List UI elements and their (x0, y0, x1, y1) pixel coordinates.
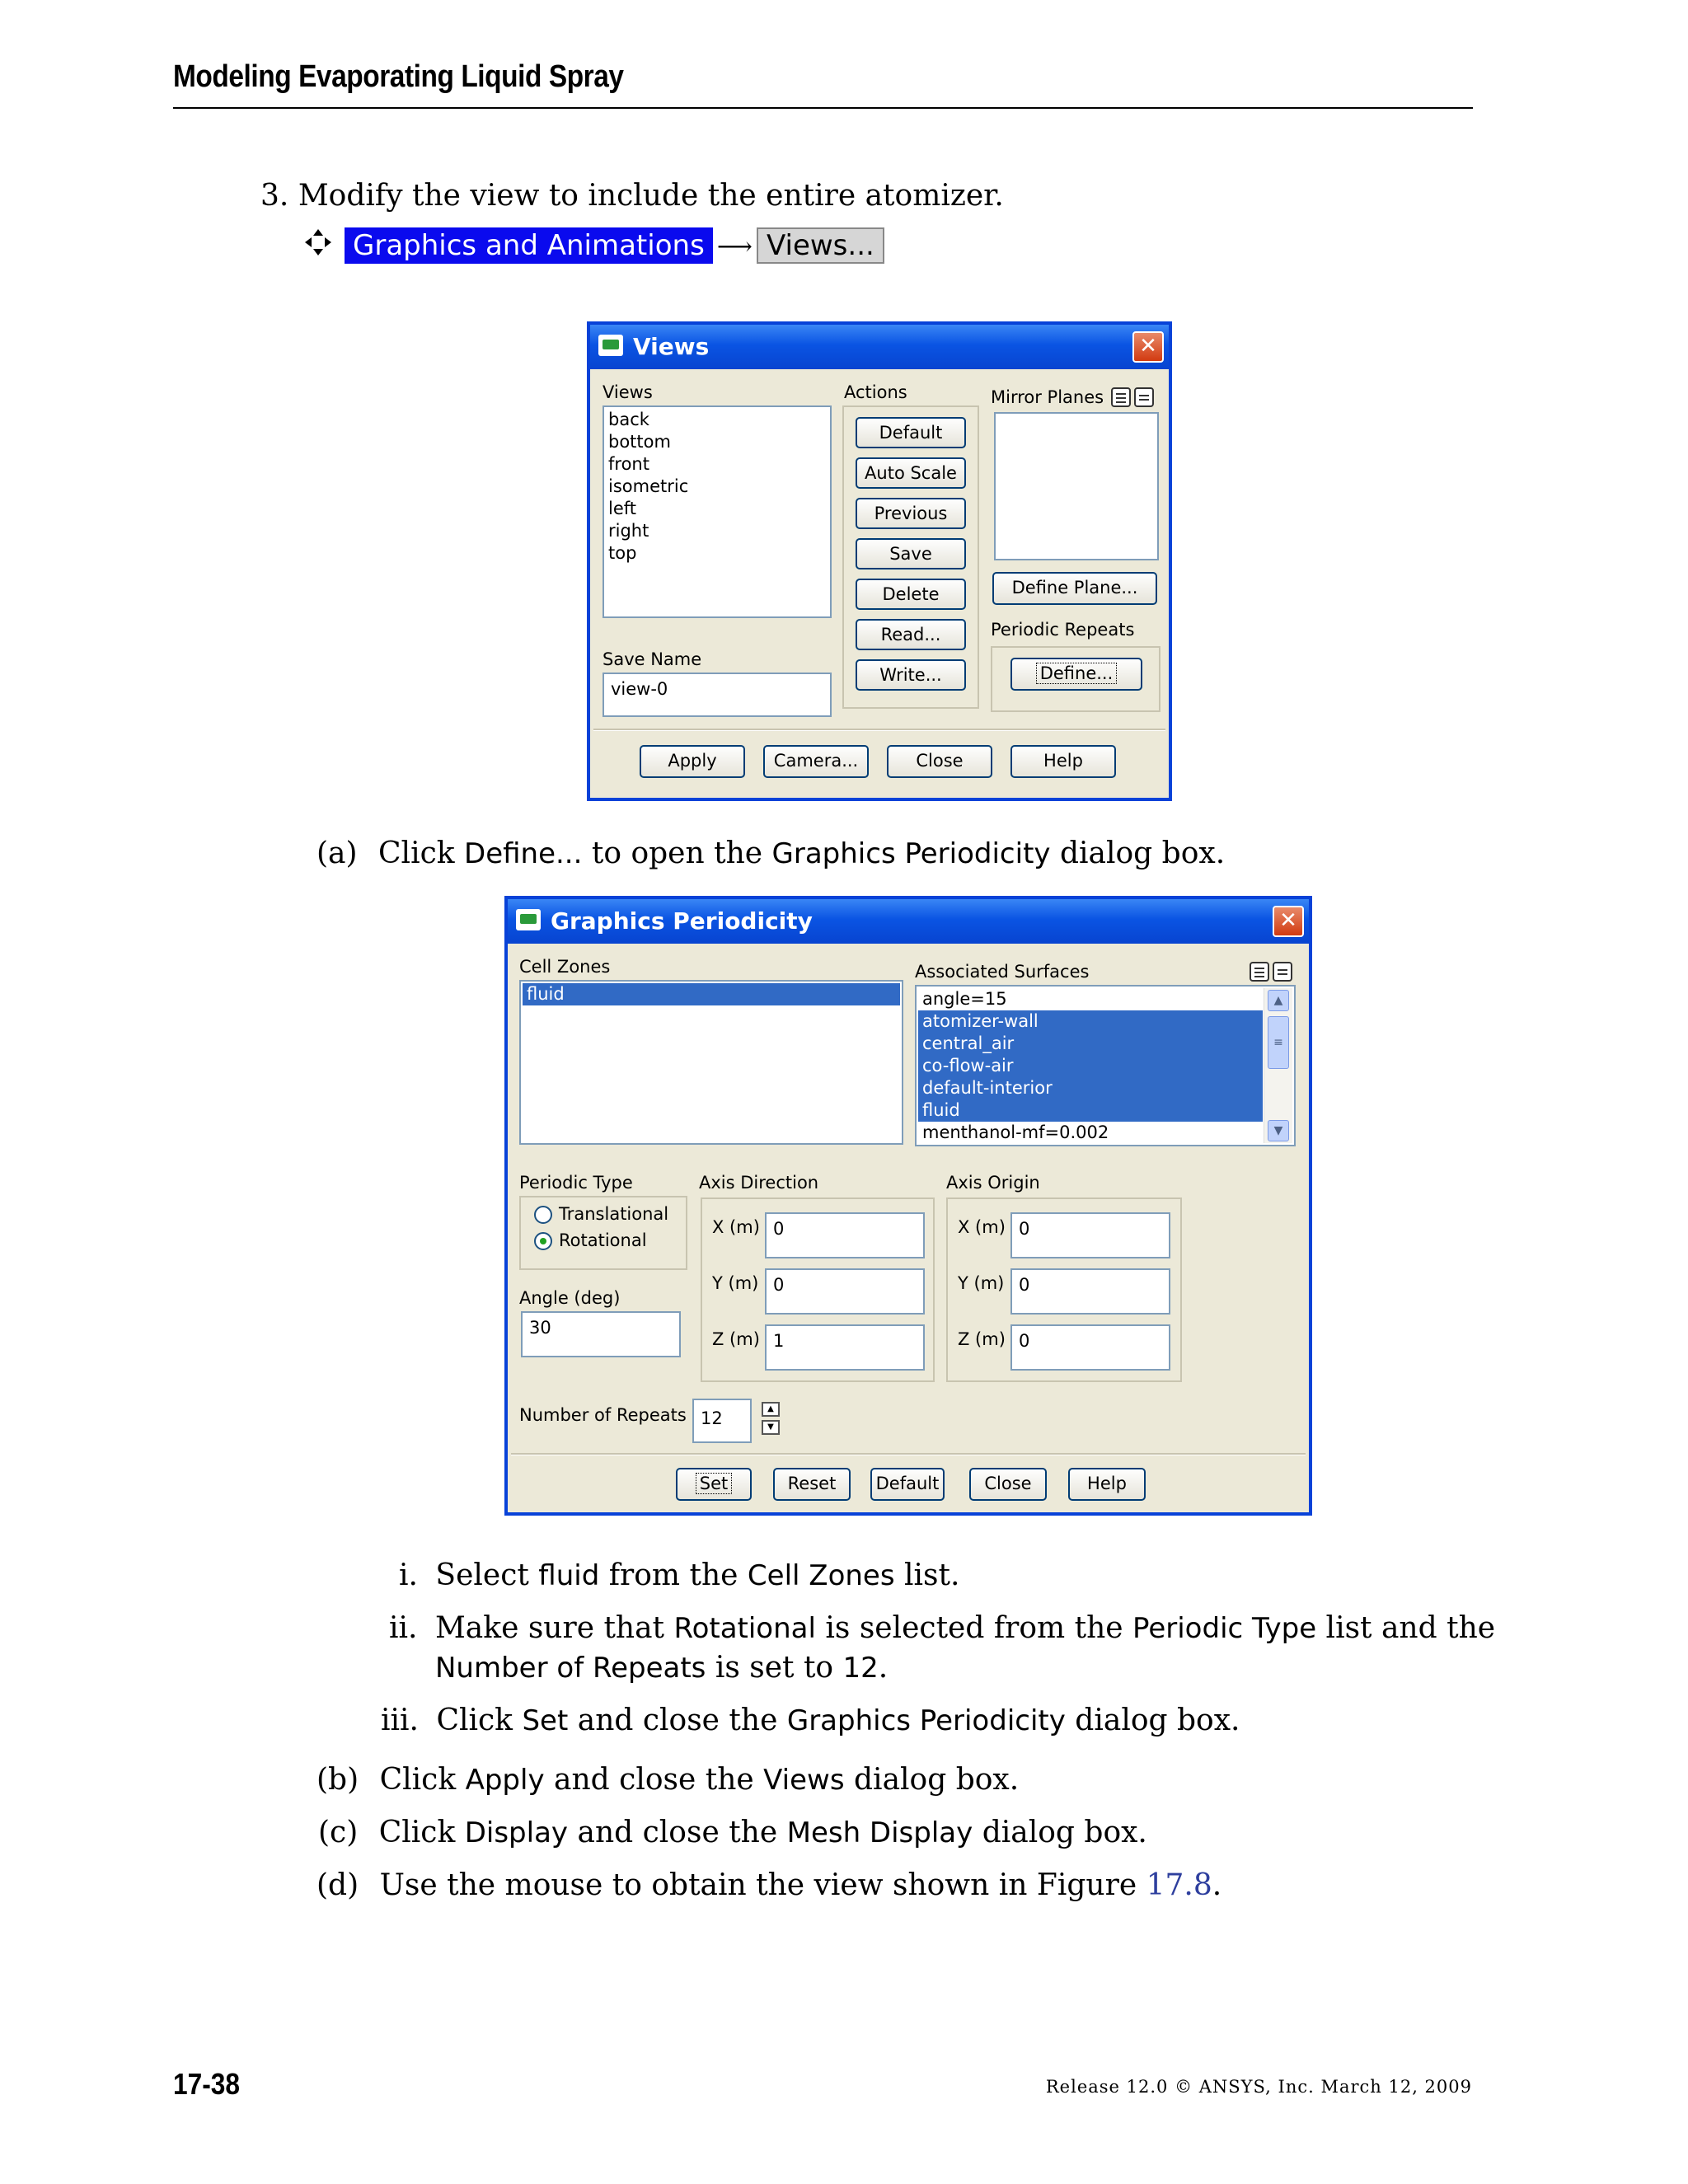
substep-ref: fluid (538, 1559, 600, 1592)
scroll-up-icon[interactable]: ▲ (1268, 990, 1289, 1011)
substep-text: list. (894, 1558, 960, 1592)
deselect-all-icon[interactable] (1134, 387, 1154, 407)
step-ref: Mesh Display (786, 1816, 973, 1849)
repeats-label: Number of Repeats (519, 1405, 687, 1425)
axis-field-value: 0 (1019, 1219, 1030, 1239)
axis-field-value: 0 (773, 1219, 785, 1239)
step-3 (260, 176, 1004, 216)
substep-ref: Periodic Type (1132, 1612, 1317, 1645)
action-button-read[interactable]: Read... (856, 619, 966, 650)
save-name-input[interactable] (603, 673, 832, 717)
periodicity-dialog-title: Graphics Periodicity (551, 907, 813, 935)
mirror-planes-list[interactable] (994, 412, 1159, 560)
reset-button[interactable]: Reset (773, 1468, 851, 1501)
close-icon[interactable]: ✕ (1132, 331, 1164, 363)
substep-label: iii. (381, 1704, 419, 1737)
surface-item[interactable]: fluid (918, 1099, 1263, 1122)
substep-ii-line2 (435, 1648, 888, 1688)
substep-label: ii. (389, 1611, 418, 1645)
substep-ref: Rotational (673, 1612, 816, 1645)
surface-item[interactable]: central_air (918, 1033, 1263, 1055)
substep-text: Click (436, 1704, 523, 1737)
camera-button[interactable]: Camera... (763, 745, 869, 778)
close-button[interactable]: Close (887, 745, 992, 778)
cell-zones-list[interactable] (519, 980, 903, 1145)
angle-input[interactable] (521, 1311, 681, 1357)
surfaces-scrollbar[interactable] (1264, 988, 1292, 1143)
spin-down-icon[interactable]: ▼ (762, 1420, 780, 1435)
graphics-periodicity-dialog (504, 896, 1312, 1516)
associated-surfaces-list[interactable] (915, 985, 1296, 1146)
substep-ref: Cell Zones (747, 1559, 895, 1592)
select-all-icon[interactable] (1111, 387, 1131, 407)
step-d (316, 1866, 1221, 1905)
fluent-app-icon (516, 909, 541, 930)
step-a-text: Click (378, 837, 465, 870)
move-cross-icon (303, 227, 333, 257)
axis-field-value: 0 (1019, 1331, 1030, 1351)
help-button[interactable]: Help (1010, 745, 1116, 778)
substep-label: i. (399, 1558, 418, 1592)
axis-field-value: 0 (773, 1275, 785, 1295)
periodicity-titlebar (508, 899, 1309, 944)
running-header: Modeling Evaporating Liquid Spray (173, 59, 624, 94)
views-list[interactable] (603, 405, 832, 618)
menu-path (345, 229, 884, 262)
fluent-app-icon (598, 335, 623, 356)
step-text: dialog box. (973, 1816, 1147, 1849)
define-button[interactable]: Define... (1010, 658, 1142, 691)
substep-text: list and the (1316, 1611, 1496, 1645)
save-name-label: Save Name (603, 649, 702, 669)
step-text: Use the mouse to obtain the view shown in Figure (379, 1868, 1146, 1902)
translational-label: Translational (559, 1204, 669, 1224)
step-ref: Views (763, 1764, 845, 1797)
scroll-thumb[interactable]: ≡ (1268, 1016, 1289, 1069)
scroll-down-icon[interactable]: ▼ (1268, 1120, 1289, 1141)
set-button[interactable]: Set (676, 1468, 752, 1501)
step-label: (d) (316, 1868, 359, 1902)
substep-ii (389, 1609, 1495, 1648)
save-name-value: view-0 (611, 679, 668, 699)
actions-label: Actions (844, 382, 907, 402)
step-c (318, 1813, 1147, 1853)
axis-field-label: X (m) (712, 1217, 760, 1237)
step-ref: Apply (465, 1764, 545, 1797)
surface-item[interactable]: default-interior (918, 1077, 1263, 1099)
substep-ref: Number of Repeats (435, 1652, 706, 1685)
step-b (316, 1760, 1019, 1800)
axis-origin-input[interactable] (1010, 1324, 1170, 1371)
substep-text: and close the (568, 1704, 787, 1737)
substep-text: Make sure that (434, 1611, 674, 1645)
action-button-default[interactable]: Default (856, 417, 966, 448)
step-text: Modify the view to include the entire atomizer. (298, 179, 1004, 213)
axis-field-label: X (m) (958, 1217, 1006, 1237)
periodic-type-label: Periodic Type (519, 1173, 633, 1193)
substep-ref: Graphics Periodicity (786, 1704, 1066, 1737)
action-button-save[interactable]: Save (856, 538, 966, 569)
views-dialog-title: Views (633, 333, 710, 360)
step-a (316, 834, 1225, 874)
views-label: Views (603, 382, 653, 402)
angle-label: Angle (deg) (519, 1288, 621, 1308)
surface-item[interactable]: menthanol-mf=0.002 (922, 1122, 1109, 1142)
substep-i (399, 1556, 959, 1596)
associated-surfaces-label: Associated Surfaces (915, 962, 1090, 982)
help-button[interactable]: Help (1068, 1468, 1146, 1501)
views-titlebar (590, 325, 1169, 369)
dialog-separator (511, 1453, 1306, 1455)
default-button[interactable]: Default (870, 1468, 945, 1501)
substep-text: . (878, 1651, 889, 1685)
radio-rotational[interactable] (534, 1232, 552, 1250)
axis-field-label: Y (m) (958, 1273, 1005, 1293)
dialog-separator (593, 729, 1165, 731)
step-text: Click (378, 1816, 465, 1849)
figure-link[interactable]: 17.8 (1146, 1868, 1212, 1902)
release-note: Release 12.0 © ANSYS, Inc. March 12, 2009 (1045, 2077, 1472, 2097)
step-text: . (1212, 1868, 1222, 1902)
step-a-text: dialog box. (1050, 837, 1226, 870)
step-text: Click (379, 1763, 466, 1797)
close-button[interactable]: Close (969, 1468, 1047, 1501)
axis-direction-input[interactable] (765, 1268, 925, 1315)
views-list-item[interactable]: front (608, 454, 649, 474)
axis-field-value: 0 (1019, 1275, 1030, 1295)
substep-text: Select (435, 1558, 539, 1592)
substep-ref: 12 (842, 1652, 879, 1685)
step-a-ref-dialog: Graphics Periodicity (771, 837, 1051, 870)
action-button-write[interactable]: Write... (856, 659, 966, 691)
step-text: dialog box. (844, 1763, 1020, 1797)
action-button-delete[interactable]: Delete (856, 579, 966, 610)
axis-direction-input[interactable] (765, 1324, 925, 1371)
views-list-item[interactable]: isometric (608, 476, 689, 496)
views-list-item[interactable]: bottom (608, 432, 671, 452)
repeats-value: 12 (701, 1408, 723, 1428)
axis-field-label: Y (m) (712, 1273, 759, 1293)
surface-item[interactable]: atomizer-wall (918, 1010, 1263, 1033)
radio-translational[interactable] (534, 1206, 552, 1224)
repeats-input[interactable] (692, 1399, 752, 1443)
surface-item[interactable]: co-flow-air (918, 1055, 1263, 1077)
menu-graphics-and-animations[interactable]: Graphics and Animations (345, 227, 713, 264)
views-dialog (587, 321, 1172, 801)
deselect-all-icon[interactable] (1273, 962, 1292, 982)
views-list-item[interactable]: back (608, 410, 649, 429)
substep-ref: Set (522, 1704, 569, 1737)
page-number: 17-38 (173, 2067, 241, 2101)
cell-zones-label: Cell Zones (519, 957, 611, 977)
define-plane-button[interactable]: Define Plane... (992, 572, 1157, 605)
substep-text: is selected from the (815, 1611, 1133, 1645)
step-label: (b) (316, 1763, 359, 1797)
step-a-ref-define: Define... (464, 837, 583, 870)
menu-views-button[interactable]: Views... (757, 227, 884, 264)
mirror-planes-label: Mirror Planes (991, 387, 1104, 407)
header-rule (173, 107, 1473, 109)
action-button-previous[interactable]: Previous (856, 498, 966, 529)
views-list-item[interactable]: left (608, 499, 637, 518)
axis-origin-input[interactable] (1010, 1212, 1170, 1258)
axis-origin-label: Axis Origin (946, 1173, 1040, 1193)
close-icon[interactable]: ✕ (1273, 906, 1304, 937)
step-a-label: (a) (316, 837, 358, 870)
axis-direction-label: Axis Direction (699, 1173, 819, 1193)
axis-field-value: 1 (773, 1331, 785, 1351)
apply-button[interactable]: Apply (640, 745, 745, 778)
step-text: and close the (544, 1763, 764, 1797)
views-list-item[interactable]: top (608, 543, 637, 563)
substep-text: from the (599, 1558, 748, 1592)
step-ref: Display (464, 1816, 569, 1849)
views-list-item[interactable]: right (608, 521, 649, 541)
rotational-label: Rotational (559, 1230, 647, 1250)
periodic-repeats-label: Periodic Repeats (991, 620, 1135, 640)
step-a-text: to open the (582, 837, 772, 870)
substep-text: is set to (706, 1651, 843, 1685)
axis-field-label: Z (m) (958, 1329, 1006, 1349)
spin-up-icon[interactable]: ▲ (762, 1402, 780, 1417)
cell-zone-item[interactable]: fluid (523, 983, 900, 1005)
step-text: and close the (568, 1816, 787, 1849)
axis-direction-input[interactable] (765, 1212, 925, 1258)
axis-origin-input[interactable] (1010, 1268, 1170, 1315)
substep-iii (381, 1701, 1240, 1741)
action-button-auto-scale[interactable]: Auto Scale (856, 457, 966, 489)
surface-item[interactable]: angle=15 (922, 989, 1007, 1009)
angle-value: 30 (529, 1318, 551, 1338)
substep-text: dialog box. (1065, 1704, 1240, 1737)
axis-field-label: Z (m) (712, 1329, 760, 1349)
select-all-icon[interactable] (1250, 962, 1269, 982)
step-label: (c) (318, 1816, 359, 1849)
step-number: 3. (260, 179, 289, 213)
menu-arrow: ⟶ (716, 232, 753, 261)
